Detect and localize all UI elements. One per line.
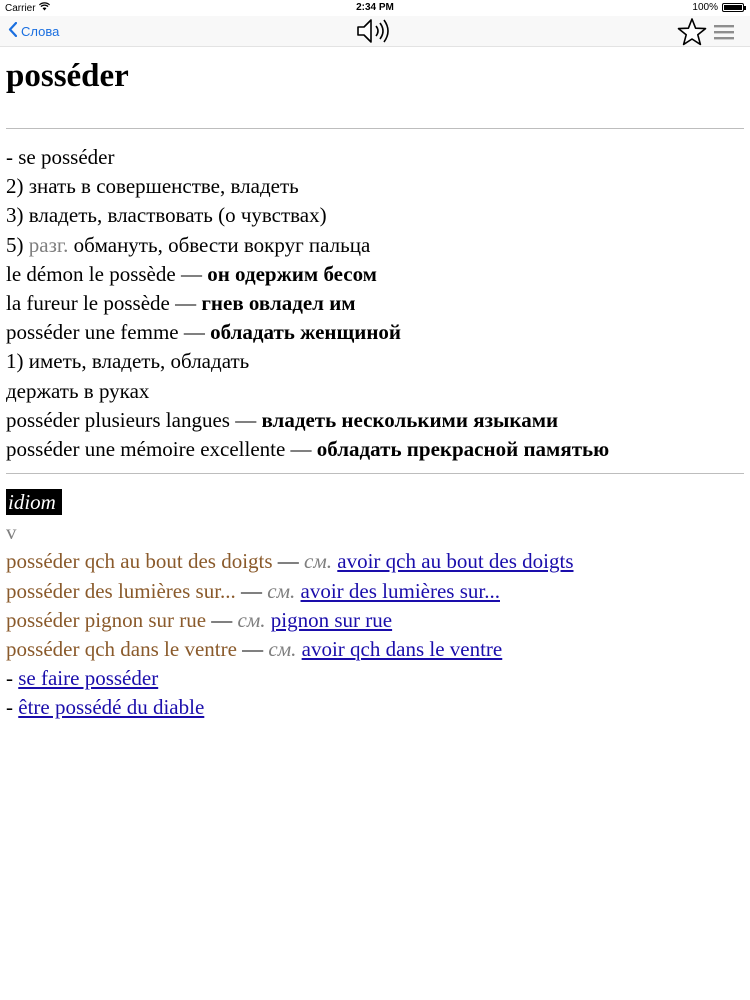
example-line — [6, 318, 744, 347]
idiom-section — [6, 488, 744, 722]
idiom-phrase: posséder qch au bout des doigts — [6, 549, 273, 574]
example-line — [6, 260, 744, 289]
related-link[interactable]: se faire posséder — [18, 666, 159, 691]
back-button-label: Слова — [21, 23, 60, 39]
separator: — — [272, 549, 305, 574]
line-text: обмануть, обвести вокруг пальца — [68, 232, 371, 257]
example-translation: обладать прекрасной памятью — [316, 437, 610, 462]
see-label: см. — [268, 637, 297, 662]
chevron-left-icon — [8, 22, 17, 40]
usage-note: разг. — [28, 232, 69, 257]
line-text: - se posséder — [6, 145, 115, 169]
idiom-phrase: posséder pignon sur rue — [6, 607, 207, 632]
example-source: posséder une femme — — [6, 320, 211, 345]
entry-content — [6, 50, 744, 723]
idiom-item — [6, 635, 744, 664]
example-source: le démon le possède — — [6, 261, 208, 286]
divider — [6, 128, 744, 129]
battery-percent: 100% — [692, 2, 718, 13]
example-line — [6, 435, 744, 464]
translation-line — [6, 231, 744, 260]
battery-icon — [722, 3, 744, 12]
example-source: la fureur le possède — — [6, 291, 202, 316]
translation-line — [6, 347, 744, 376]
idiom-link[interactable]: avoir qch au bout des doigts — [337, 549, 574, 574]
line-text: 1) иметь, владеть, обладать — [6, 349, 250, 374]
example-translation: владеть несколькими языками — [261, 407, 559, 432]
idiom-tag: idiom — [6, 489, 62, 515]
example-line — [6, 406, 744, 435]
example-line — [6, 289, 744, 318]
favorite-button[interactable] — [676, 17, 708, 47]
example-source: posséder plusieurs langues — — [6, 407, 262, 432]
translation-line — [6, 143, 744, 172]
related-item — [6, 664, 744, 693]
translation-line — [6, 377, 744, 406]
idiom-phrase: posséder des lumières sur... — [6, 578, 236, 603]
battery-level — [724, 5, 742, 10]
separator: — — [206, 607, 238, 632]
related-link[interactable]: être possédé du diable — [18, 695, 205, 720]
translation-line — [6, 201, 744, 230]
example-translation: гнев овладел им — [201, 291, 356, 316]
status-bar — [0, 0, 750, 16]
headword: posséder — [6, 58, 129, 94]
idiom-item — [6, 547, 744, 576]
line-text: 3) владеть, властвовать (о чувствах) — [6, 203, 327, 228]
divider — [6, 473, 744, 474]
speaker-icon — [356, 17, 394, 45]
pronounce-button[interactable] — [356, 17, 394, 45]
hamburger-menu-icon — [712, 23, 736, 41]
see-label: см. — [304, 549, 333, 574]
carrier-label: Carrier — [5, 2, 36, 14]
translation-line — [6, 172, 744, 201]
separator: — — [236, 637, 269, 662]
related-item — [6, 693, 744, 722]
separator: — — [235, 578, 268, 603]
see-label: см. — [267, 578, 296, 603]
idiom-link[interactable]: avoir des lumières sur... — [300, 578, 500, 603]
idiom-phrase: posséder qch dans le ventre — [6, 637, 237, 662]
example-translation: обладать женщиной — [210, 320, 402, 345]
star-icon — [676, 17, 708, 47]
status-right — [692, 2, 744, 13]
see-label: см. — [237, 607, 266, 632]
line-text: 2) знать в совершенстве, владеть — [6, 174, 299, 199]
line-prefix: 5) — [6, 232, 29, 257]
line-text: держать в руках — [6, 378, 150, 403]
menu-button[interactable] — [712, 23, 736, 41]
navigation-bar — [0, 16, 750, 47]
back-button[interactable] — [8, 22, 59, 40]
related-dash: - — [6, 695, 19, 720]
example-translation: он одержим бесом — [207, 261, 377, 286]
related-dash: - — [6, 666, 19, 691]
idiom-item — [6, 606, 744, 635]
part-of-speech-marker: v — [6, 520, 17, 545]
idiom-link[interactable]: pignon sur rue — [270, 607, 393, 632]
idiom-item — [6, 577, 744, 606]
example-source: posséder une mémoire excellente — — [6, 437, 317, 462]
status-time: 2:34 PM — [356, 2, 394, 13]
idiom-link[interactable]: avoir qch dans le ventre — [301, 637, 503, 662]
